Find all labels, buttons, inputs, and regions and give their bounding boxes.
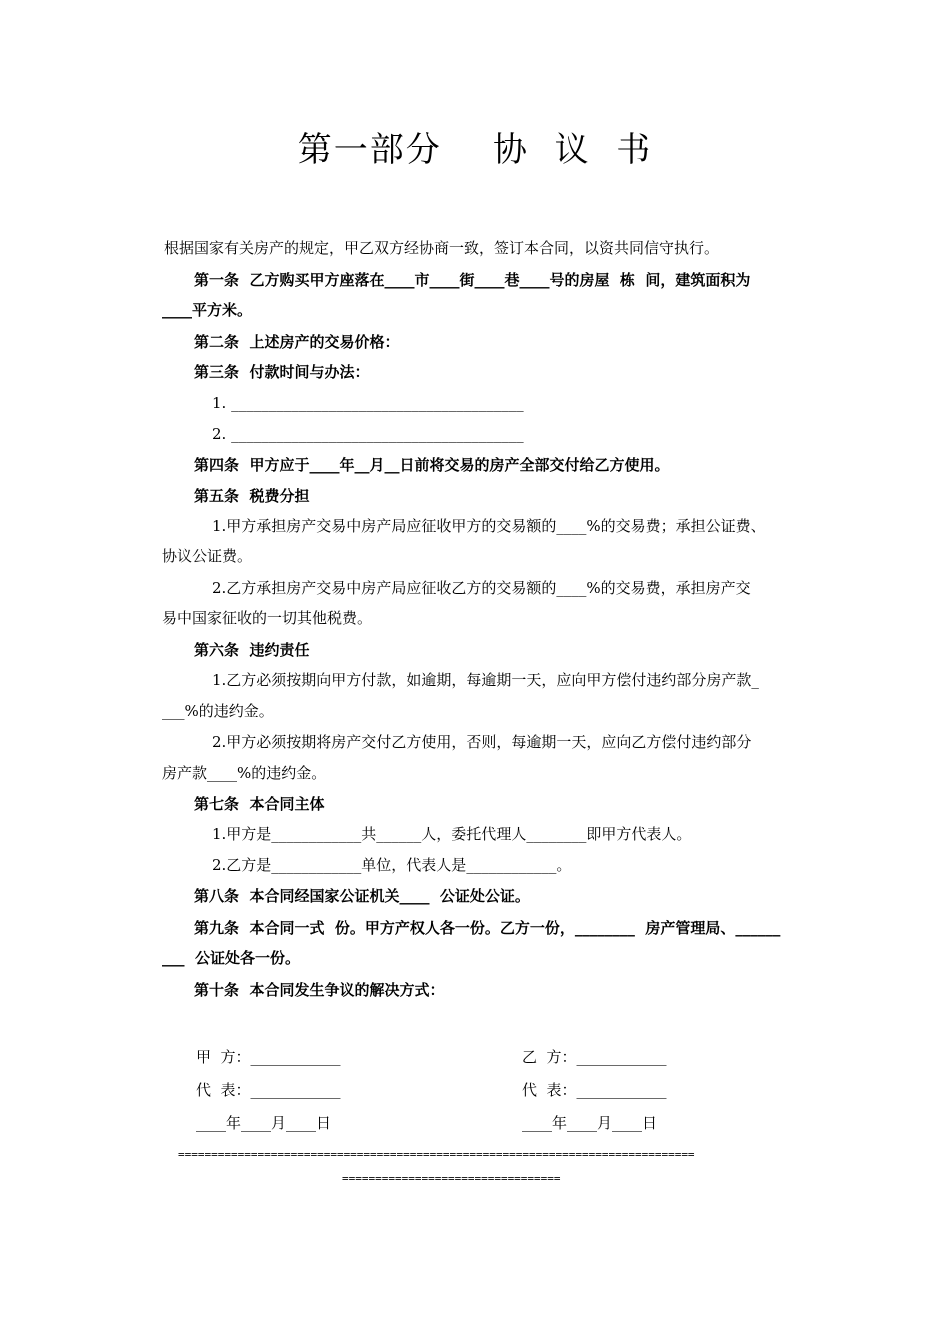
article-6-heading: 第六条 违约责任 [194,641,310,659]
article-10-heading: 第十条 本合同发生争议的解决方式： [194,981,445,999]
article-9-line-1: 第九条 本合同一式 份。甲方产权人各一份。乙方一份，________ 房产管理局、______ [194,919,781,937]
party-a-signature: 甲 方：____________ [196,1048,341,1066]
article-3-item-1: 1. _______________________________________ [212,394,524,412]
article-6-item-1-line-1: 1.乙方必须按期向甲方付款，如逾期，每逾期一天，应向甲方偿付违约部分房产款_ [212,671,759,689]
article-5-item-1-line-1: 1.甲方承担房产交易中房产局应征收甲方的交易额的____%的交易费；承担公证费、 [212,517,766,535]
article-8: 第八条 本合同经国家公证机关____ 公证处公证。 [194,887,530,905]
article-2-heading: 第二条 上述房产的交易价格： [194,333,400,351]
intro-paragraph: 根据国家有关房产的规定，甲乙双方经协商一致，签订本合同，以资共同信守执行。 [164,239,720,257]
article-5-item-2-line-1: 2.乙方承担房产交易中房产局应征收乙方的交易额的____%的交易费，承担房产交 [212,579,751,597]
article-5-heading: 第五条 税费分担 [194,487,310,505]
party-b-signature: 乙 方：____________ [522,1048,667,1066]
party-b-representative: 代 表：____________ [522,1081,667,1099]
divider-line-1: ============================================================================== [178,1148,695,1161]
page-title: 第一部分 协 议 书 [297,130,653,170]
article-6-item-1-line-2: ___%的违约金。 [162,702,274,720]
article-1-line-1: 第一条 乙方购买甲方座落在____市____街____巷____号的房屋 栋 间，建筑面积为 [194,271,751,289]
party-a-date: ____年____月____日 [196,1114,332,1132]
article-9-line-2: ___ 公证处各一份。 [162,949,300,967]
divider-line-2: ================================= [342,1172,561,1185]
article-3-item-2: 2. _______________________________________ [212,425,524,443]
article-5-item-1-line-2: 协议公证费。 [162,547,253,565]
article-1-line-2: ____平方米。 [162,301,253,319]
article-7-item-1: 1.甲方是____________共______人，委托代理人________即甲方代表人。 [212,825,692,843]
article-7-heading: 第七条 本合同主体 [194,795,325,813]
party-b-date: ____年____月____日 [522,1114,658,1132]
party-a-representative: 代 表：____________ [196,1081,341,1099]
article-3-heading: 第三条 付款时间与办法： [194,363,370,381]
article-5-item-2-line-2: 易中国家征收的一切其他税费。 [162,609,373,627]
article-4: 第四条 甲方应于____年__月__日前将交易的房产全部交付给乙方使用。 [194,456,670,474]
article-6-item-2-line-1: 2.甲方必须按期将房产交付乙方使用，否则，每逾期一天，应向乙方偿付违约部分 [212,733,752,751]
article-7-item-2: 2.乙方是____________单位，代表人是____________。 [212,856,572,874]
article-6-item-2-line-2: 房产款____%的违约金。 [162,764,327,782]
